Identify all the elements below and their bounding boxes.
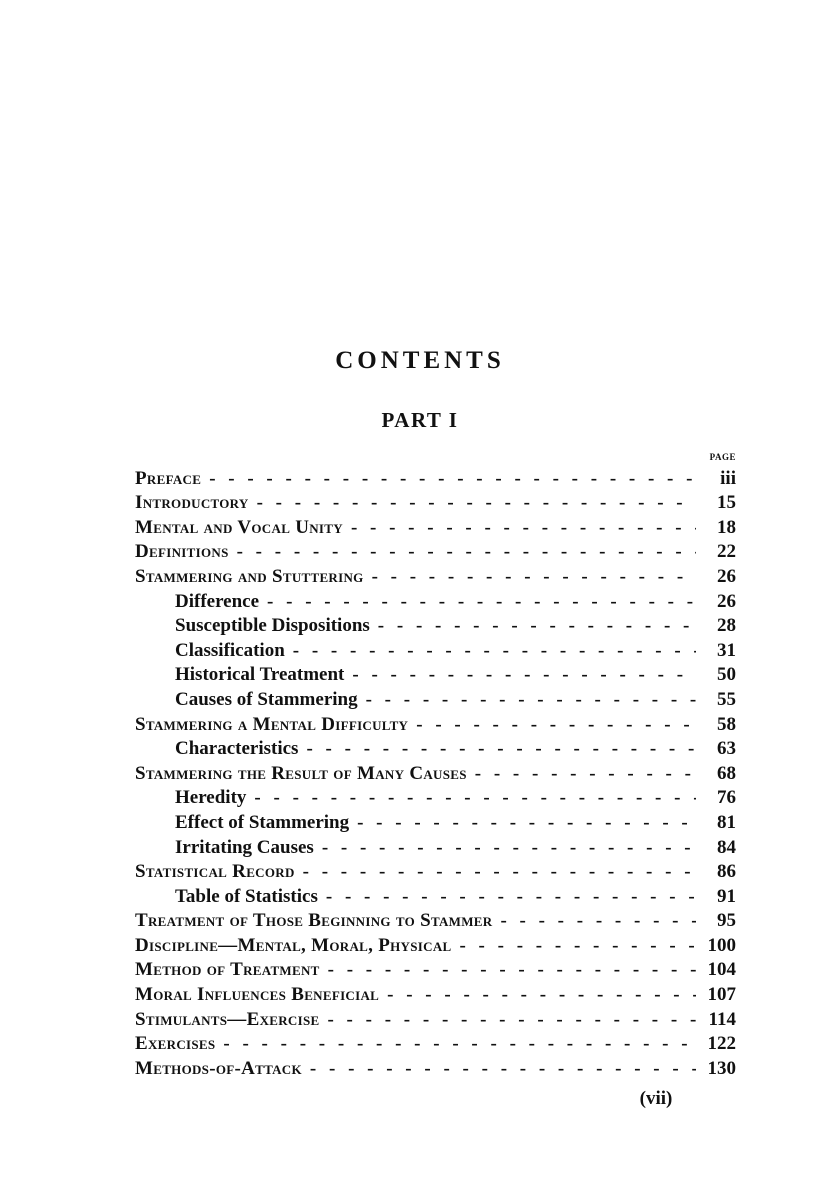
toc-subentry-susceptible-dispositions [135,613,736,638]
dot-leader [254,787,696,809]
toc-subentry-classification [135,637,736,662]
toc-subentry-effect-of-stammering [135,809,736,834]
toc-entry-preface [135,465,736,490]
toc-entry-page: 63 [717,738,736,760]
toc-entry-page: 84 [717,836,736,858]
toc-entry-page: 15 [717,492,736,514]
toc-entry-page: 95 [717,910,736,932]
toc-entry-title: Definitions [135,541,229,563]
toc-entry-stimulants-exercise [135,1006,736,1031]
dot-leader [378,615,696,637]
toc-entry-title: Discipline—Mental, Moral, Physical [135,934,452,956]
page-column-label: PAGE [709,452,736,462]
toc-entry-page: 31 [717,639,736,661]
toc-entry-exercises [135,1031,736,1056]
toc-subentry-heredity [135,785,736,810]
toc-entry-methods-of-attack [135,1055,736,1080]
toc-subentry-characteristics [135,736,736,761]
toc-entry-title: Heredity [175,787,247,809]
toc-entry-page: 86 [717,861,736,883]
toc-entry-title: Classification [175,639,285,661]
dot-leader [475,763,696,785]
toc-entry-page: 81 [717,811,736,833]
toc-entry-statistical-record [135,859,736,884]
toc-entry-page: 22 [717,541,736,563]
dot-leader [500,910,696,932]
dot-leader [357,812,696,834]
dot-leader [267,591,696,613]
toc-entry-title: Method of Treatment [135,959,320,981]
toc-entry-page: 107 [707,984,736,1006]
toc-entry-title: Characteristics [175,738,299,760]
table-of-contents [135,465,736,1080]
toc-entry-page: 28 [717,615,736,637]
toc-entry-title: Stammering a Mental Difficulty [135,713,409,735]
toc-entry-page: 91 [717,885,736,907]
toc-entry-title: Preface [135,467,202,489]
toc-entry-title: Stammering and Stuttering [135,565,364,587]
dot-leader [416,714,696,736]
toc-entry-method-of-treatment [135,957,736,982]
dot-leader [209,468,696,490]
dot-leader [310,1058,696,1080]
dot-leader [327,1009,696,1031]
toc-entry-title: Irritating Causes [175,836,314,858]
toc-entry-title: Introductory [135,492,249,514]
toc-entry-mental-and-vocal-unity [135,514,736,539]
toc-entry-title: Difference [175,590,260,612]
toc-entry-moral-influences-beneficial [135,981,736,1006]
toc-entry-stammering-the-result-of-many-causes [135,760,736,785]
toc-entry-page: 100 [707,934,736,956]
toc-entry-discipline [135,932,736,957]
toc-entry-title: Methods-of-Attack [135,1057,302,1079]
contents-heading: CONTENTS [335,347,505,374]
dot-leader [223,1033,696,1055]
dot-leader [351,517,696,539]
toc-subentry-causes-of-stammering [135,686,736,711]
dot-leader [387,984,696,1006]
toc-entry-title: Treatment of Those Beginning to Stammer [135,910,493,932]
toc-entry-page: 76 [717,787,736,809]
dot-leader [237,541,696,563]
page-folio: (vii) [639,1088,673,1109]
toc-entry-page: 26 [717,590,736,612]
toc-entry-treatment-of-those-beginning-to-stammer [135,908,736,933]
dot-leader [366,689,696,711]
toc-entry-title: Causes of Stammering [175,688,358,710]
dot-leader [459,935,696,957]
toc-subentry-table-of-statistics [135,883,736,908]
dot-leader [326,886,696,908]
toc-entry-title: Table of Statistics [175,885,318,907]
toc-entry-title: Stammering the Result of Many Causes [135,762,467,784]
toc-entry-definitions [135,539,736,564]
dot-leader [306,738,696,760]
dot-leader [372,566,696,588]
toc-entry-page: 50 [717,664,736,686]
toc-entry-page: 130 [707,1057,736,1079]
toc-entry-page: 18 [717,516,736,538]
toc-subentry-difference [135,588,736,613]
toc-subentry-historical-treatment [135,662,736,687]
toc-entry-title: Susceptible Dispositions [175,615,370,637]
toc-entry-title: Mental and Vocal Unity [135,516,343,538]
toc-entry-page: 114 [708,1008,736,1030]
toc-subentry-irritating-causes [135,834,736,859]
toc-entry-introductory [135,490,736,515]
dot-leader [328,959,696,981]
toc-entry-page: 68 [717,762,736,784]
toc-entry-page: 104 [707,959,736,981]
dot-leader [293,640,696,662]
dot-leader [322,837,696,859]
toc-entry-stammering-and-stuttering [135,563,736,588]
dot-leader [257,492,696,514]
part-heading: PART I [381,408,459,432]
toc-entry-title: Moral Influences Beneficial [135,984,380,1006]
toc-entry-title: Exercises [135,1033,216,1055]
dot-leader [352,664,696,686]
toc-entry-page: 122 [707,1033,736,1055]
toc-entry-title: Effect of Stammering [175,811,350,833]
toc-entry-stammering-a-mental-difficulty [135,711,736,736]
toc-entry-page: 58 [717,713,736,735]
dot-leader [303,861,696,883]
toc-entry-page: 55 [717,688,736,710]
toc-entry-page: 26 [717,565,736,587]
toc-entry-page: iii [720,467,736,489]
toc-entry-title: Statistical Record [135,861,295,883]
toc-entry-title: Historical Treatment [175,664,345,686]
toc-entry-title: Stimulants—Exercise [135,1008,320,1030]
